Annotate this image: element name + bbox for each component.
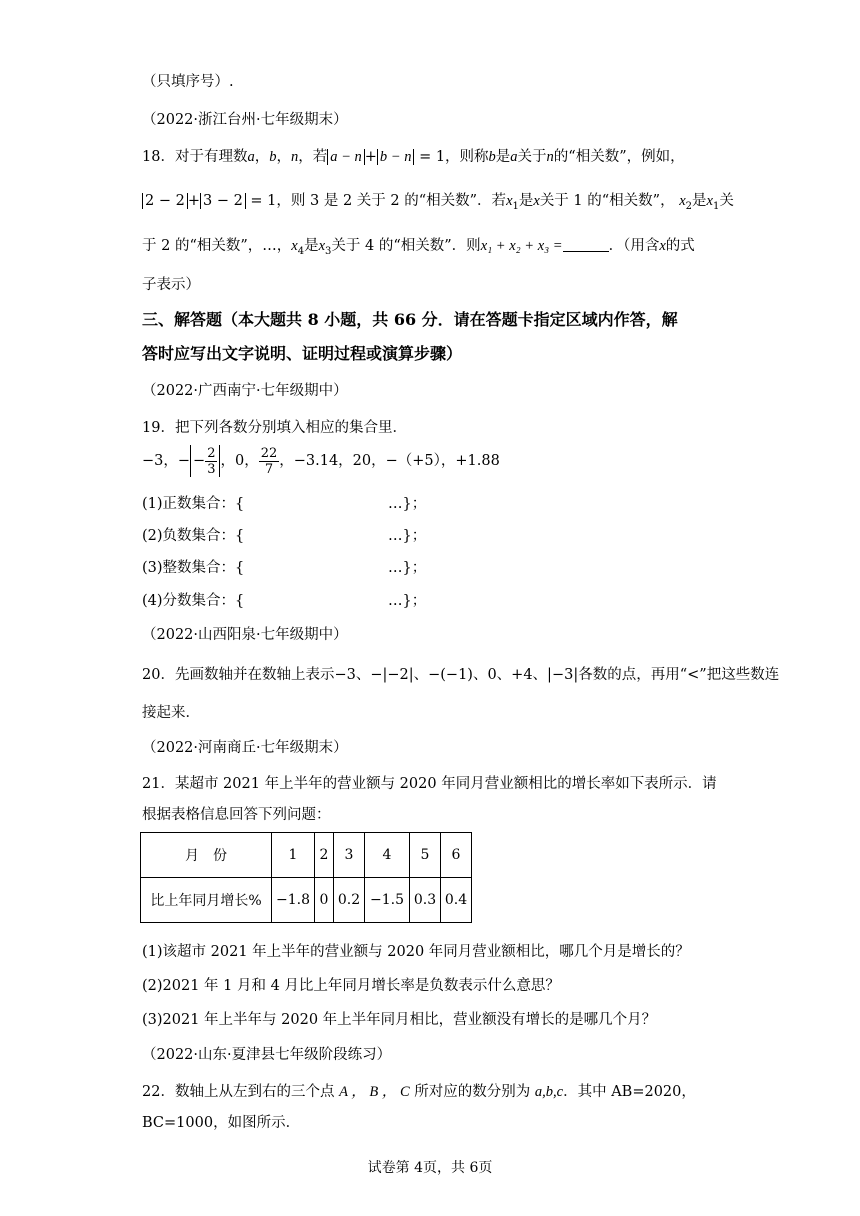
table-header-cell: 5 [410, 833, 441, 878]
set-line-negative: (2)负数集合：{ …}； [142, 528, 427, 544]
question-21-line2: 根据表格信息回答下列问题： [142, 807, 331, 823]
table-cell: 0.3 [410, 878, 441, 923]
question-21-line1: 21．某超市 2021 年上半年的营业额与 2020 年同月营业额相比的增长率如下表所示．请 [142, 776, 717, 792]
source-note: （2022·广西南宁·七年级期中） [142, 383, 348, 399]
question-18-line2: 2 − 2 + 3 − 2 = 1，则 3 是 2 关于 2 的“相关数”．若$x_1$是x关于 1 的“相关数”， $x_2$是$x_1$关 [142, 191, 734, 217]
source-note: （2022·山东·夏津县七年级阶段练习） [142, 1047, 392, 1063]
question-21-1: (1)该超市 2021 年上半年的营业额与 2020 年同月营业额相比，哪几个月是增长的？ [142, 944, 690, 960]
question-20-line1: 20．先画数轴并在数轴上表示−3、−|−2|、−(−1)、0、+4、|−3|各数的点，再用“<”把这些数连 [142, 667, 780, 683]
table-cell: 比上年同月增长% [141, 878, 272, 923]
table-header-cell: 6 [441, 833, 472, 878]
table-cell: −1.8 [272, 878, 315, 923]
question-19-numbers: −3，− − $\frac{2}{3}$ ，0， $\frac{22}{7}$ ，−3.14，20，−（+5），+1.88 [142, 445, 500, 477]
page-footer: 试卷第 4页，共 6页 [367, 1160, 493, 1176]
growth-table [140, 832, 472, 923]
section-heading: 答时应写出文字说明、证明过程或演算步骤） [142, 344, 463, 363]
text-line: 接起来． [142, 705, 200, 721]
answer-blank [563, 237, 609, 252]
source-note: （2022·山西阳泉·七年级期中） [142, 627, 348, 643]
question-18-line3: 于 2 的“相关数”，…，$x_4$是$x_3$关于 4 的“相关数”．则x₁ + x₂ + x₃ = ．（用含x的式 [142, 238, 695, 257]
question-21-2: (2)2021 年 1 月和 4 月比上年同月增长率是负数表示什么意思？ [142, 978, 560, 994]
question-19: 19．把下列各数分别填入相应的集合里． [142, 420, 407, 436]
table-row [141, 878, 472, 923]
question-21-3: (3)2021 年上半年与 2020 年上半年同月相比，营业额没有增长的是哪几个月？ [142, 1012, 657, 1028]
set-line-integer: (3)整数集合：{ …}； [142, 560, 427, 576]
source-note: （2022·河南商丘·七年级期末） [142, 740, 348, 756]
question-22-line1: 22．数轴上从左到右的三个点 A ， B ， C 所对应的数分别为 a,b,c．其中 AB=2020， [142, 1084, 696, 1100]
set-line-fraction: (4)分数集合：{ …}； [142, 593, 427, 609]
table-row [141, 833, 472, 878]
source-note: （2022·浙江台州·七年级期末） [142, 112, 348, 128]
table-cell: 0.4 [441, 878, 472, 923]
set-line-positive: (1)正数集合：{ …}； [142, 496, 427, 512]
table-header-cell: 1 [272, 833, 315, 878]
table-header-cell: 2 [315, 833, 334, 878]
question-22-line2: BC=1000，如图所示． [142, 1115, 301, 1131]
question-18-line1: 18．对于有理数a，b，n，若 a − n + b − n = 1，则称b是a关于n的“相关数”，例如， [142, 149, 685, 165]
table-cell: 0 [315, 878, 334, 923]
table-cell: 0.2 [334, 878, 365, 923]
table-header-cell: 月 份 [141, 833, 272, 878]
text-line: （只填序号）. [142, 74, 234, 90]
section-heading: 三、解答题（本大题共 8 小题，共 66 分．请在答题卡指定区域内作答，解 [142, 310, 678, 329]
table-header-cell: 3 [334, 833, 365, 878]
table-header-cell: 4 [365, 833, 410, 878]
table-cell: −1.5 [365, 878, 410, 923]
text-line: 子表示） [142, 277, 200, 293]
